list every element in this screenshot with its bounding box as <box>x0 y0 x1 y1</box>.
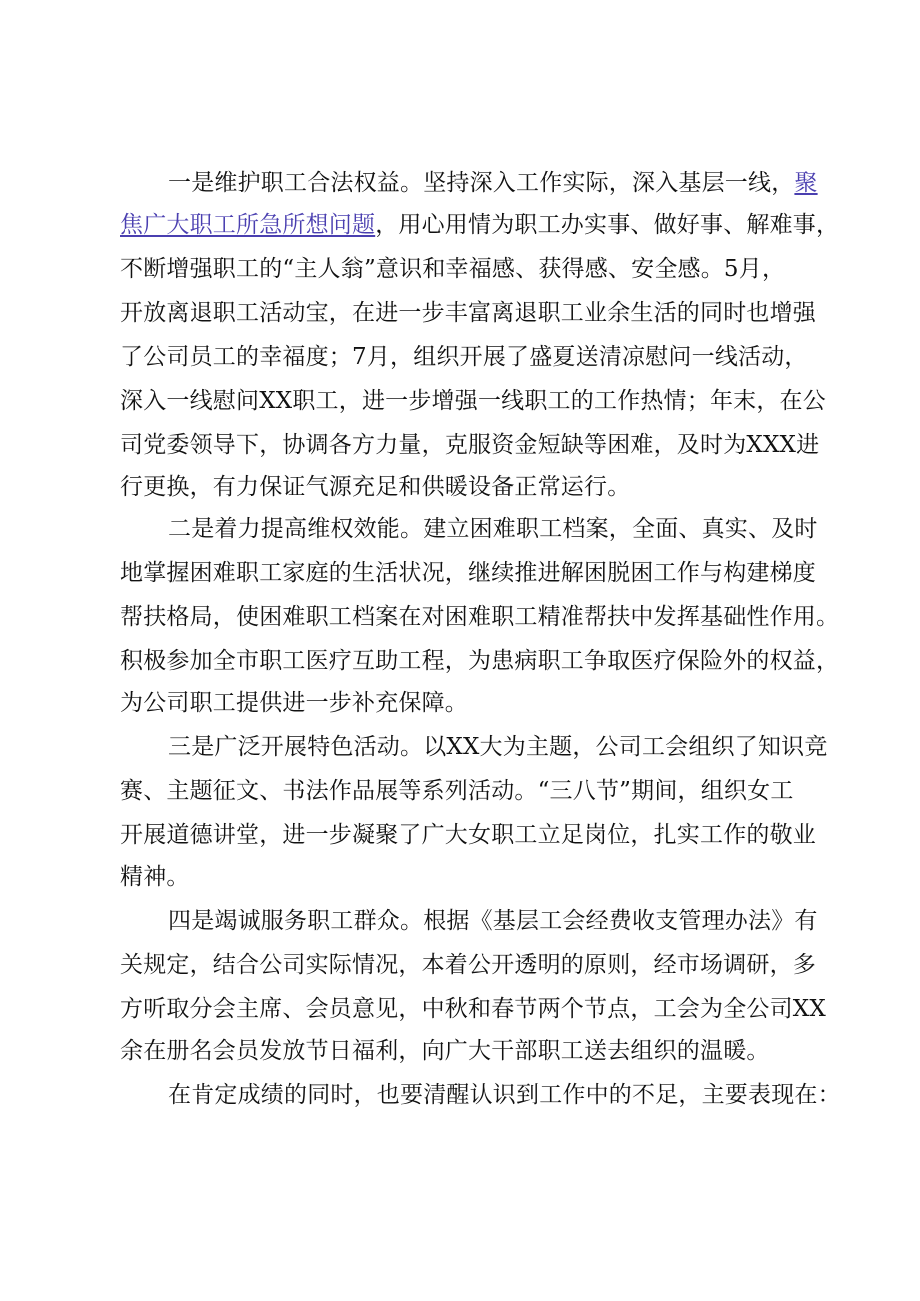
paragraph-4-line-4: 余在册名会员发放节日福利，向广大干部职工送去组织的温暖。 <box>120 1038 770 1064</box>
paragraph-2-line-2: 地掌握困难职工家庭的生活状况，继续推进解困脱困工作与构建梯度 <box>120 560 816 586</box>
paragraph-1-line-5: 了公司员工的幸福度；7月，组织开展了盛夏送清凉慰问一线活动， <box>120 344 808 370</box>
paragraph-1-line-2 <box>120 210 840 240</box>
paragraph-4-line-2: 关规定，结合公司实际情况，本着公开透明的原则，经市场调研，多 <box>120 952 816 978</box>
paragraph-2-line-1: 二是着力提高维权效能。建立困难职工档案，全面、真实、及时 <box>168 516 818 542</box>
highlighted-phrase-link[interactable]: 聚 <box>794 170 818 196</box>
paragraph-1-line-4: 开放离退职工活动宝，在进一步丰富离退职工业余生活的同时也增强 <box>120 300 816 326</box>
paragraph-3-line-3: 开展道德讲堂，进一步凝聚了广大女职工立足岗位，扎实工作的敬业 <box>120 822 816 848</box>
paragraph-4-line-3: 方听取分会主席、会员意见，中秋和春节两个节点，工会为全公司XX <box>120 996 826 1022</box>
paragraph-1-line-3: 不断增强职工的“主人翁”意识和幸福感、获得感、安全感。5月， <box>120 256 786 282</box>
paragraph-2-line-5: 为公司职工提供进一步补充保障。 <box>120 690 468 716</box>
paragraph-2-line-3: 帮扶格局，使困难职工档案在对困难职工精准帮扶中发挥基础性作用。 <box>120 604 840 630</box>
paragraph-3-line-1: 三是广泛开展特色活动。以XX大为主题，公司工会组织了知识竞 <box>168 734 828 760</box>
paragraph-4-line-1: 四是竭诚服务职工群众。根据《基层工会经费收支管理办法》有 <box>168 908 818 934</box>
paragraph-1-line-7: 司党委领导下，协调各方力量，克服资金短缺等困难，及时为XXX进 <box>120 432 820 458</box>
paragraph-1-line-8: 行更换，有力保证气源充足和供暖设备正常运行。 <box>120 474 631 500</box>
paragraph-2-line-4: 积极参加全市职工医疗互助工程，为患病职工争取医疗保险外的权益， <box>120 648 840 674</box>
paragraph-3-line-2: 赛、主题征文、书法作品展等系列活动。“三八节”期间，组织女工 <box>120 778 794 804</box>
paragraph-3-line-4: 精神。 <box>120 864 190 890</box>
highlighted-phrase-link-continued[interactable]: 焦广大职工所急所想问题 <box>120 212 376 238</box>
paragraph-1-line-6: 深入一线慰问XX职工，进一步增强一线职工的工作热情；年末，在公 <box>120 388 826 414</box>
paragraph-1-text: ，用心用情为职工办实事、做好事、解难事， <box>375 212 840 238</box>
paragraph-5-line-1: 在肯定成绩的同时，也要清醒认识到工作中的不足，主要表现在： <box>168 1082 841 1108</box>
paragraph-1-text: 一是维护职工合法权益。坚持深入工作实际，深入基层一线， <box>168 170 795 196</box>
paragraph-1-line-1 <box>168 168 868 198</box>
